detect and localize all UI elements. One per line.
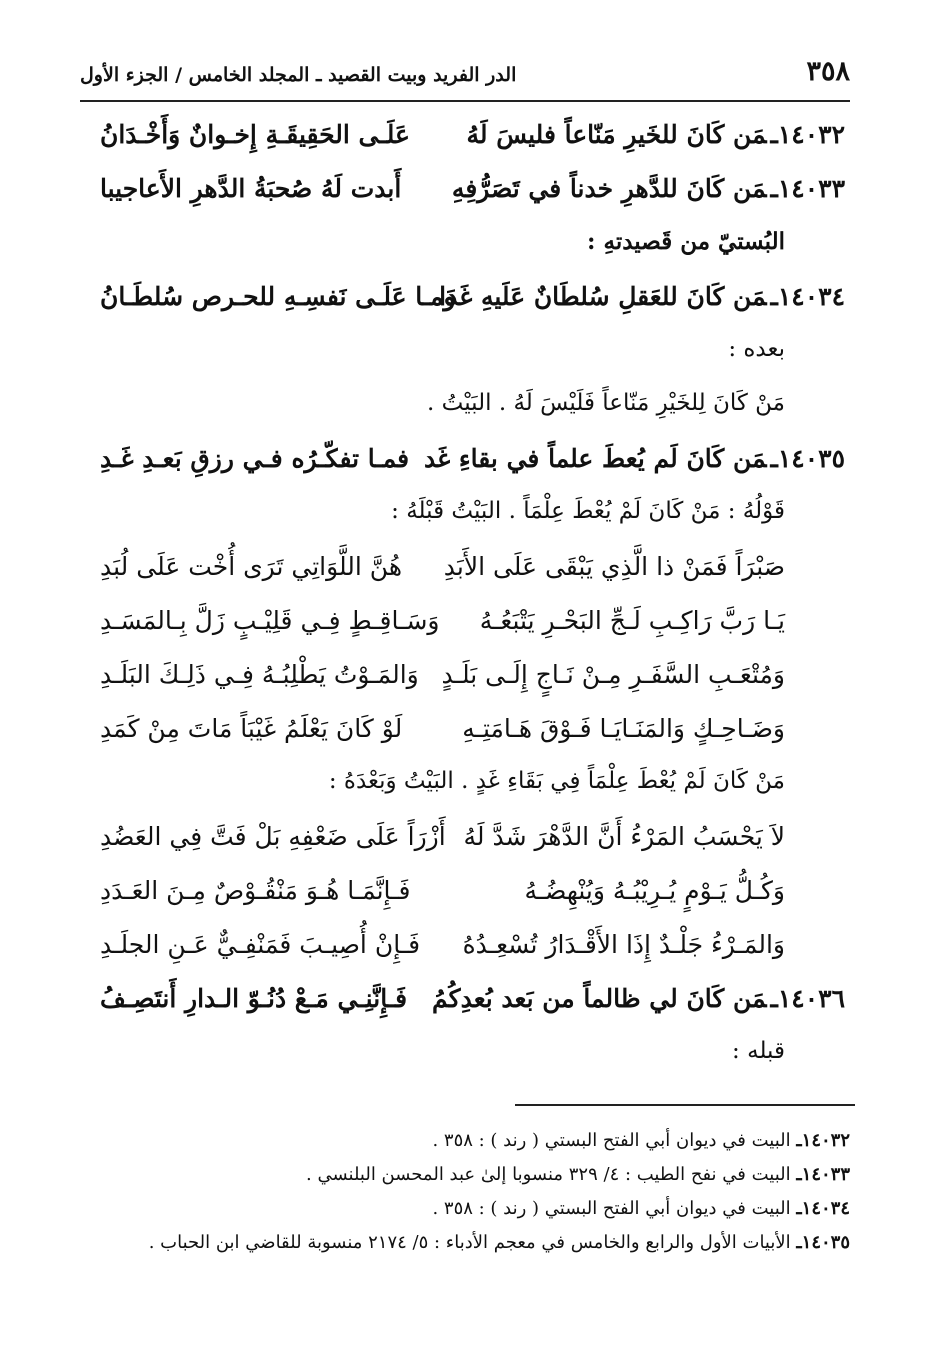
footnote: [85, 1158, 850, 1192]
hemistich-text: مَن كَانَ للعَقلِ سُلطَانٌ عَلَيهِ غَدَا: [439, 282, 767, 311]
poem-first-hemistich: وَمُتْعَـبِ السَّفَـرِ مِـنْ نَـاجٍ إِلَـى بَلَـدٍ: [441, 660, 785, 689]
verse-first-hemistich: [424, 444, 845, 473]
footnote-number: ١٤٠٣٥ـ: [796, 1232, 850, 1253]
footnotes: [85, 1124, 850, 1260]
hemistich-text: مَن كَانَ للدَّهرِ خدناً في تَصَرُّفِهِ: [451, 174, 767, 203]
header-rule: [80, 100, 850, 102]
note-text: قَوْلُهُ : مَنْ كَانَ لَمْ يُعْطَ عِلْمَاً . البَيْتُ قَبْلَهُ :: [391, 498, 785, 524]
note-line: [100, 336, 845, 390]
footnote-text: الأبيات الأول والرابع والخامس في معجم الأدباء : ٥/ ٢١٧٤ منسوبة للقاضي ابن الحباب .: [148, 1232, 791, 1253]
verse-second-hemistich: أَبدت لَهُ صُحبَةُ الدَّهرِ الأَعاجيبا: [100, 174, 402, 203]
footnote: [85, 1124, 850, 1158]
verse-number: ١٤٠٣٦ـ: [770, 984, 845, 1013]
poem-first-hemistich: وَالمَـرْءُ جَلْـدٌ إِذَا الأَقْـدَارُ تُسْعِـدُهُ: [462, 930, 785, 959]
poem-second-hemistich: وَالمَـوْتُ يَطْلِبُـهُ فِـي ذَلِـكَ البَلَـدِ: [100, 660, 419, 689]
footnote-text: البيت في ديوان أبي الفتح البستي ( رند ) : ٣٥٨ .: [432, 1130, 791, 1151]
poem-second-hemistich: أَزْرَاً عَلَى ضَعْفِهِ بَلْ فَتَّ فِي العَضُدِ: [100, 822, 446, 851]
note-text: بعده :: [728, 336, 785, 362]
poem-line: [100, 930, 785, 984]
note-line: [100, 768, 845, 822]
note-text: مَنْ كَانَ لِلخَيْرِ مَنّاعاً فَلَيْسَ لَهُ . البَيْتُ .: [427, 390, 785, 416]
poem-second-hemistich: لَوْ كَانَ يَعْلَمُ غَيْبَاً مَاتَ مِنْ كَمَدِ: [100, 714, 403, 743]
verse-14033: [100, 174, 845, 228]
note-line: [100, 390, 845, 444]
page-number: ٣٥٨: [806, 56, 850, 87]
poem-first-hemistich: وَكُـلُّ يَـوْمٍ يُـرِيْبُـهُ وَيُنْهِضُـهُ: [524, 876, 785, 905]
poem-line: [100, 552, 785, 606]
poem-line: [100, 876, 785, 930]
poem-second-hemistich: هُنَّ اللَّوَاتِي تَرَى أُخْت عَلَى لُبَدِ: [100, 552, 403, 581]
verse-number: ١٤٠٣٤ـ: [770, 282, 845, 311]
poem-line: [100, 714, 785, 768]
page-header: [80, 52, 850, 98]
note-text: قبله :: [732, 1038, 785, 1064]
footnote-text: البيت في ديوان أبي الفتح البستي ( رند ) : ٣٥٨ .: [432, 1198, 791, 1219]
poem-line: [100, 660, 785, 714]
footnote-number: ١٤٠٣٣ـ: [796, 1164, 850, 1185]
verse-14034: [100, 282, 845, 336]
note-text: مَنْ كَانَ لَمْ يُعْطَ عِلْمَاً فِي بَقَاءِ غَدٍ . البَيْتُ وَبَعْدَهُ :: [328, 768, 785, 794]
verse-14036: [100, 984, 845, 1038]
poem-first-hemistich: وَضَـاحِـكٍ وَالمَنَـايَـا فَـوْقَ هَـامَتِـهِ: [462, 714, 785, 743]
footnote-number: ١٤٠٣٤ـ: [796, 1198, 850, 1219]
page-body: [100, 120, 845, 1092]
note-line: [100, 1038, 845, 1092]
verse-number: ١٤٠٣٥ـ: [770, 444, 845, 473]
hemistich-text: مَن كَانَ لَم يُعطَ علماً في بقاءِ غَد: [424, 444, 767, 473]
verse-14032: [100, 120, 845, 174]
verse-first-hemistich: [467, 120, 845, 149]
poem-first-hemistich: صَبْرَاً فَمَنْ ذا الَّذِي يَبْقَى عَلَى الأَبَدِ: [443, 552, 785, 581]
note-line: [100, 228, 845, 282]
footnote: [85, 1226, 850, 1260]
verse-first-hemistich: [439, 282, 845, 311]
poem-second-hemistich: فَـإِنَّمَـا هُـوَ مَنْقُـوْصٌ مِـنَ العَـدَدِ: [100, 876, 411, 905]
footnote-text: البيت في نفح الطيب : ٤/ ٣٢٩ منسوبا إلىٰ عبد المحسن البلنسي .: [306, 1164, 791, 1185]
verse-number: ١٤٠٣٢ـ: [770, 120, 845, 149]
verse-second-hemistich: عَلَـى الحَقِيقَـةِ إِخـوانٌ وَأَخْـدَانُ: [100, 120, 410, 149]
verse-second-hemistich: فَـإِنَّنِـي مَـعْ دُنُـوّ الـدارِ أَنتَصِـفُ: [100, 984, 408, 1013]
hemistich-text: مَن كَانَ للخَيرِ مَنّاعاً فليسَ لَهُ: [466, 120, 767, 149]
footnote: [85, 1192, 850, 1226]
hemistich-text: مَن كَانَ لي ظالماً من بَعد بُعدِكُمُ: [432, 984, 767, 1013]
verse-second-hemistich: ومـا عَلَـى نَفسِـهِ للحـرص سُلطَـانُ: [100, 282, 456, 311]
footnote-rule: [515, 1104, 855, 1106]
footnote-number: ١٤٠٣٢ـ: [796, 1130, 850, 1151]
poem-second-hemistich: وَسَـاقِـطٍ فِـي قَلِيْـبٍ زَلَّ بِـالمَسَـدِ: [100, 606, 440, 635]
verse-first-hemistich: [452, 174, 845, 203]
running-title: الدر الفريد وبيت القصيد ـ المجلد الخامس / الجزء الأول: [80, 64, 517, 86]
poem-second-hemistich: فَـإِنْ أُصِيـبَ فَمَنْفِـيٌّ عَـنِ الجلَـدِ: [100, 930, 421, 959]
poem-first-hemistich: لاَ يَحْسَبُ المَرْءُ أَنَّ الدَّهْرَ شَدَّ لَهُ: [463, 822, 785, 851]
note-line: [100, 498, 845, 552]
note-text: البُستيّ من قَصيدتهِ :: [587, 228, 785, 255]
verse-first-hemistich: [432, 984, 845, 1013]
verse-14035: [100, 444, 845, 498]
verse-second-hemistich: فمـا تفكّـرُه فـي رزقِ بَعـدِ غَـدِ: [100, 444, 410, 473]
poem-first-hemistich: يَـا رَبَّ رَاكِـبِ لَـجِّ البَحْـرِ يَتْبَعُـهُ: [479, 606, 785, 635]
poem-line: [100, 606, 785, 660]
verse-number: ١٤٠٣٣ـ: [770, 174, 845, 203]
poem-line: [100, 822, 785, 876]
